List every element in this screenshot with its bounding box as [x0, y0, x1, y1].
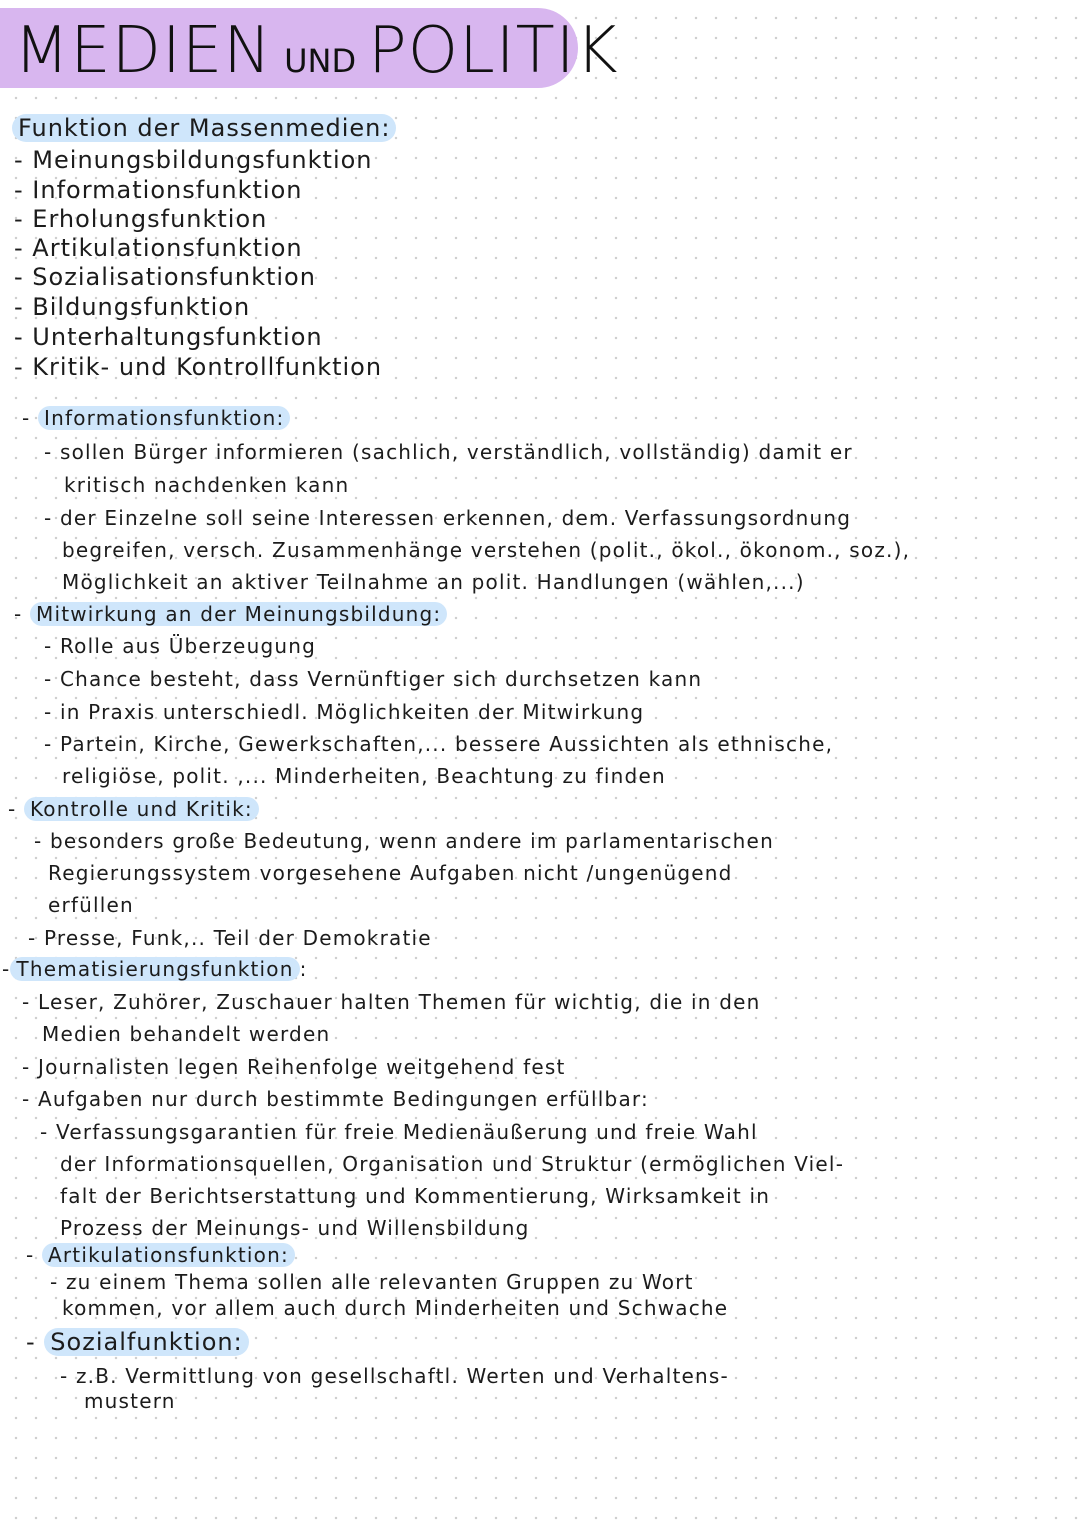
kontrolle-line: - Presse, Funk,.. Teil der Demokratie — [28, 926, 432, 950]
mitwirkung-heading: - Mitwirkung an der Meinungsbildung: — [14, 602, 447, 626]
function-item: - Unterhaltungsfunktion — [14, 323, 323, 351]
thema-line: falt der Berichtserstattung und Kommentierung, Wirksamkeit in — [60, 1184, 771, 1208]
mitwirkung-line: - in Praxis unterschiedl. Möglichkeiten der Mitwirkung — [44, 700, 645, 724]
page-title — [14, 14, 619, 88]
thema-heading: - Thematisierungsfunktion : — [2, 957, 308, 981]
mitwirkung-line: - Rolle aus Überzeugung — [44, 634, 316, 658]
function-item: - Meinungsbildungsfunktion — [14, 146, 373, 174]
thema-line: - Verfassungsgarantien für freie Medienäußerung und freie Wahl — [40, 1120, 758, 1144]
kontrolle-line: erfüllen — [48, 893, 134, 917]
function-item: - Bildungsfunktion — [14, 293, 251, 321]
info-heading: - Informationsfunktion: — [22, 406, 290, 430]
function-item: - Artikulationsfunktion — [14, 234, 303, 262]
info-line: Möglichkeit an aktiver Teilnahme an polit. Handlungen (wählen,...) — [62, 570, 805, 594]
sozial-heading: - Sozialfunktion: — [26, 1328, 249, 1356]
kontrolle-heading: - Kontrolle und Kritik: — [8, 797, 259, 821]
mitwirkung-line: - Partein, Kirche, Gewerkschaften,... bessere Aussichten als ethnische, — [44, 732, 834, 756]
artikulation-heading: - Artikulationsfunktion: — [26, 1243, 295, 1267]
title-und: UND — [284, 42, 357, 80]
function-item: - Informationsfunktion — [14, 176, 303, 204]
thema-line: Medien behandelt werden — [42, 1022, 331, 1046]
mitwirkung-line: - Chance besteht, dass Vernünftiger sich durchsetzen kann — [44, 667, 703, 691]
info-line: begreifen, versch. Zusammenhänge verstehen (polit., ökol., ökonom., soz.), — [62, 538, 911, 562]
kontrolle-line: - besonders große Bedeutung, wenn andere im parlamentarischen — [34, 829, 774, 853]
thema-line: - Journalisten legen Reihenfolge weitgehend fest — [22, 1055, 566, 1079]
section-heading: Funktion der Massenmedien: — [12, 114, 396, 142]
thema-line: - Leser, Zuhörer, Zuschauer halten Themen für wichtig, die in den — [22, 990, 761, 1014]
function-item: - Sozialisationsfunktion — [14, 263, 316, 291]
function-item: - Erholungsfunktion — [14, 205, 268, 233]
artikulation-line: - zu einem Thema sollen alle relevanten Gruppen zu Wort — [50, 1270, 694, 1294]
title-politik: POLITIK — [368, 14, 619, 88]
thema-line: - Aufgaben nur durch bestimmte Bedingungen erfüllbar: — [22, 1087, 649, 1111]
thema-line: der Informationsquellen, Organisation und Struktur (ermöglichen Viel- — [60, 1152, 845, 1176]
sozial-line: - z.B. Vermittlung von gesellschaftl. Werten und Verhaltens- — [60, 1364, 729, 1388]
info-line: - der Einzelne soll seine Interessen erkennen, dem. Verfassungsordnung — [44, 506, 852, 530]
thema-line: Prozess der Meinungs- und Willensbildung — [60, 1216, 530, 1240]
artikulation-line: kommen, vor allem auch durch Minderheiten und Schwache — [62, 1296, 729, 1320]
kontrolle-line: Regierungssystem vorgesehene Aufgaben nicht /ungenügend — [48, 861, 733, 885]
function-item: - Kritik- und Kontrollfunktion — [14, 353, 383, 381]
info-line: - sollen Bürger informieren (sachlich, verständlich, vollständig) damit er — [44, 440, 853, 464]
title-medien: MEDIEN — [14, 14, 273, 88]
mitwirkung-line: religiöse, polit. ,... Minderheiten, Beachtung zu finden — [62, 764, 666, 788]
info-line: kritisch nachdenken kann — [64, 473, 350, 497]
sozial-line: mustern — [84, 1389, 176, 1413]
